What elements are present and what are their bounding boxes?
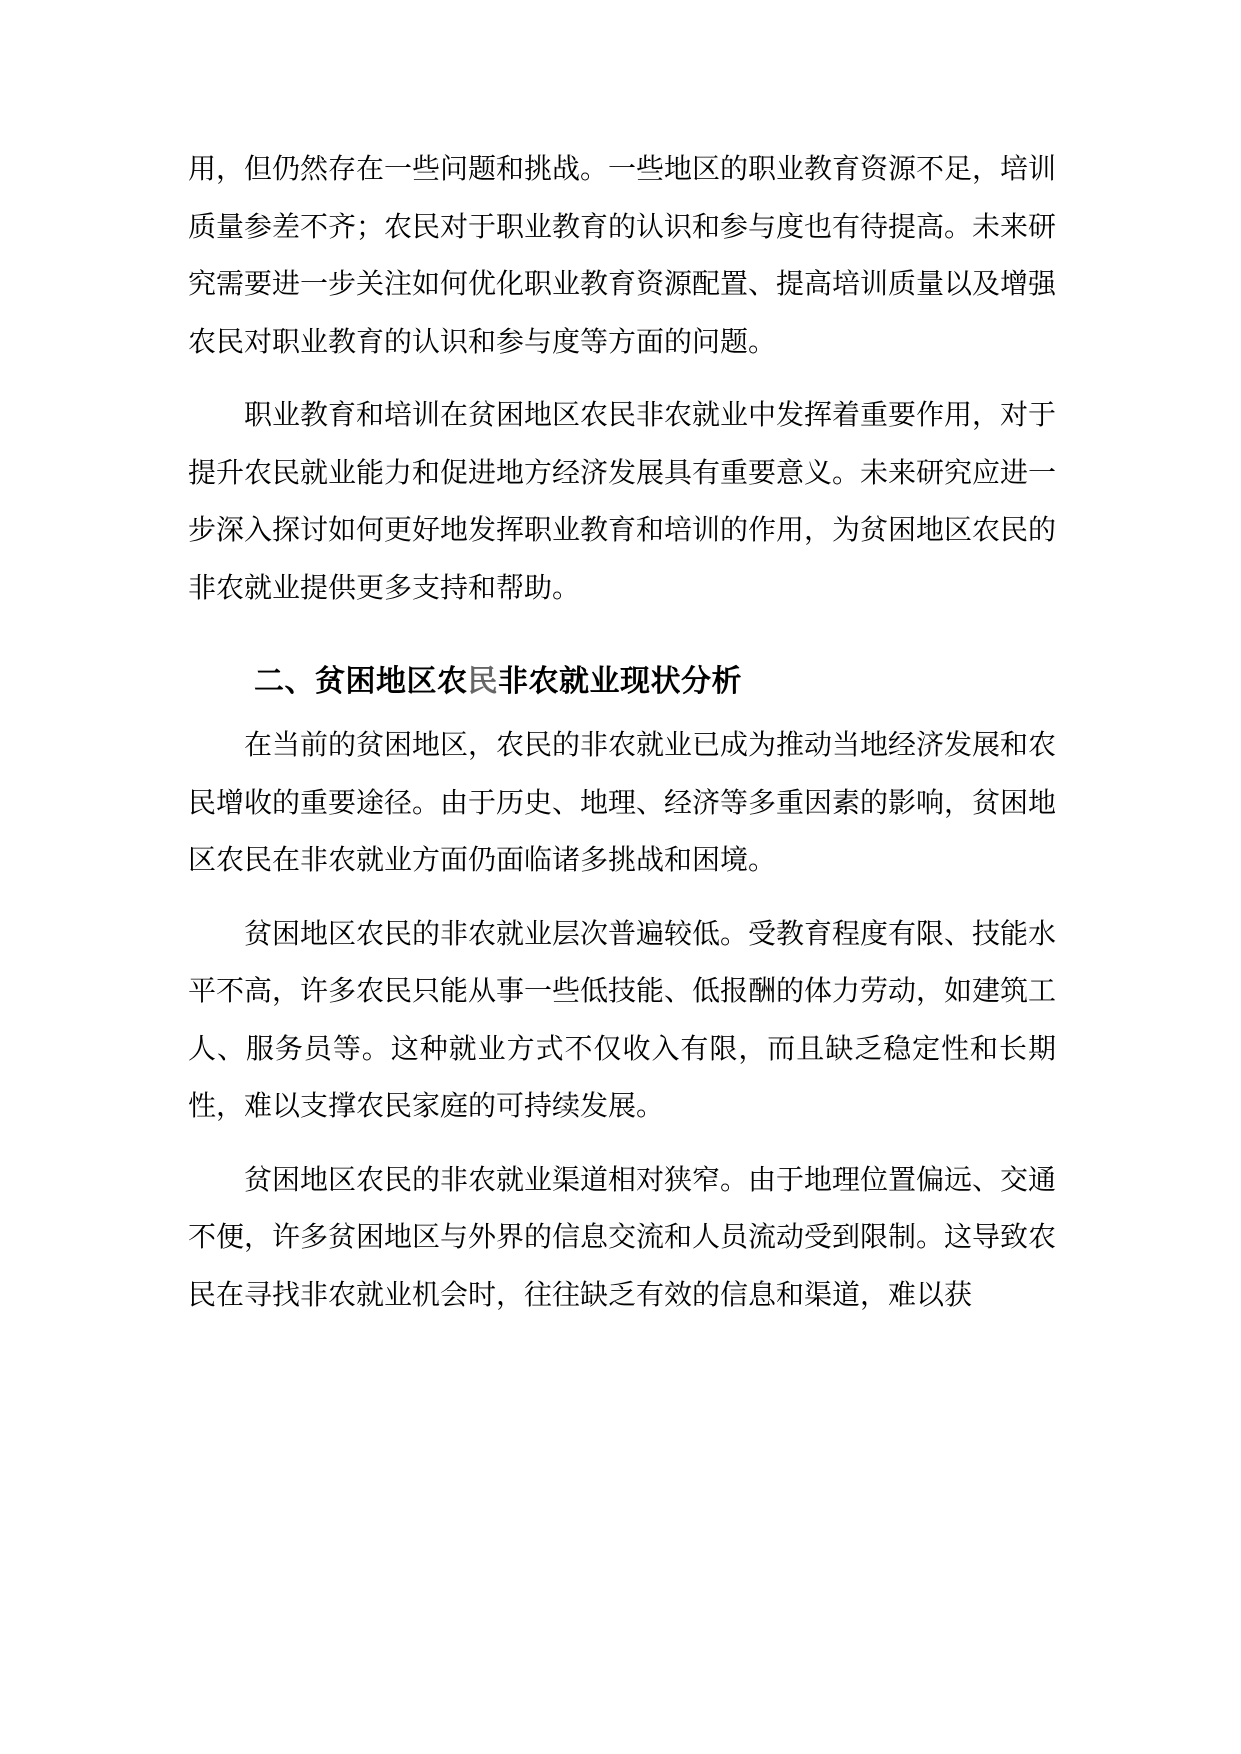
document-body (188, 140, 1056, 1339)
paragraph-vocational-training-summary: 职业教育和培训在贫困地区农民非农就业中发挥着重要作用，对于提升农民就业能力和促进地方经济发展具有重要意义。未来研究应进一步深入探讨如何更好地发挥职业教育和培训的作用，为贫困地区农民的非农就业提供更多支持和帮助。 (188, 398, 1057, 604)
paragraph-employment-level: 贫困地区农民的非农就业层次普遍较低。受教育程度有限、技能水平不高，许多农民只能从事一些低技能、低报酬的体力劳动，如建筑工人、服务员等。这种就业方式不仅收入有限，而且缺乏稳定性和长期性，难以支撑农民家庭的可持续发展。 (188, 916, 1057, 1122)
section-heading-suffix: 非农就业现状分析 (498, 664, 742, 699)
section-heading-marked-char: 民 (467, 664, 498, 699)
paragraph-current-situation: 在当前的贫困地区，农民的非农就业已成为推动当地经济发展和农民增收的重要途径。由于历史、地理、经济等多重因素的影响，贫困地区农民在非农就业方面仍面临诸多挑战和困境。 (188, 728, 1057, 876)
paragraph-employment-channels: 贫困地区农民的非农就业渠道相对狭窄。由于地理位置偏远、交通不便，许多贫困地区与外界的信息交流和人员流动受到限制。这导致农民在寻找非农就业机会时，往往缺乏有效的信息和渠道，难以获 (188, 1162, 1057, 1311)
section-heading (254, 662, 1056, 702)
paragraph-continuation: 用，但仍然存在一些问题和挑战。一些地区的职业教育资源不足，培训质量参差不齐；农民对于职业教育的认识和参与度也有待提高。未来研究需要进一步关注如何优化职业教育资源配置、提高培训质量以及增强农民对职业教育的认识和参与度等方面的问题。 (188, 152, 1057, 358)
section-heading-prefix: 二、贫困地区农 (254, 664, 468, 699)
